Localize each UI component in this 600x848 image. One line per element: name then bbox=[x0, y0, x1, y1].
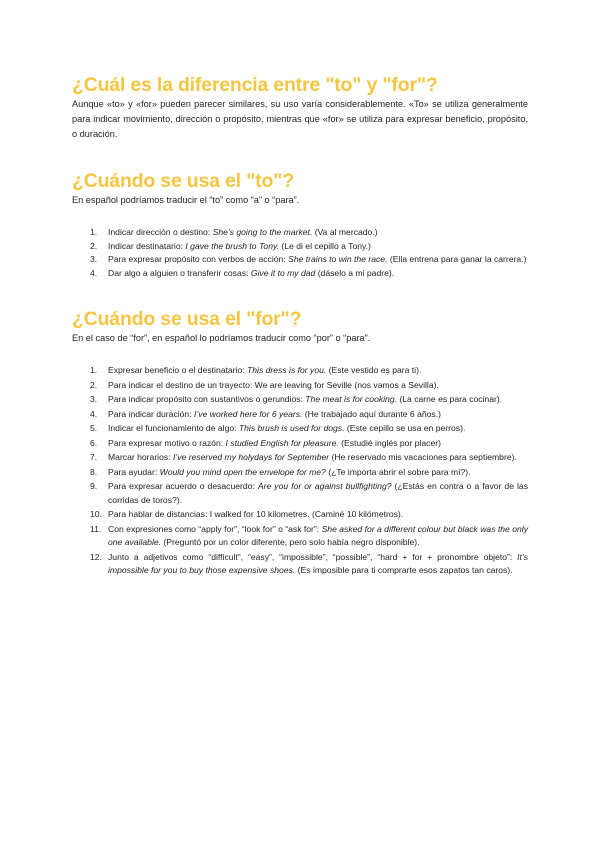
list-item: 3. Para expresar propósito con verbos de acción: She trains to win the race. (Ella entrena para ganar la carrera.) bbox=[90, 254, 527, 264]
list-item: 2. Indicar destinatario: I gave the brush to Tony. (Le di el cepillo a Tony.) bbox=[90, 240, 371, 251]
section-heading-difference: ¿Cuál es la diferencia entre "to" y "for"? bbox=[72, 74, 438, 96]
list-item: 10. Para hablar de distancias: I walked for 10 kilometres. (Caminé 10 kilómetros). bbox=[90, 509, 404, 519]
list-item: 1. Indicar dirección o destino: She’s going to the market. (Va al mercado.) bbox=[90, 227, 378, 237]
document-page bbox=[72, 72, 528, 579]
list-item: 7. Marcar horarios: I’ve reserved my holydays for September (He reservado mis vacaciones para septiembre). bbox=[90, 452, 517, 462]
section-body-difference: Aunque «to» y «for» pueden parecer similares, su uso varía considerablemente. «To» se utiliza generalmente para indicar movimiento, dirección o propósito, mientras que «for» se utiliza para expresar beneficio, propósito, o duración. bbox=[72, 99, 528, 139]
list-item: 6. Para expresar motivo o razón: I studied English for pleasure. (Estudié inglés por placer) bbox=[90, 437, 441, 448]
section-heading-for: ¿Cuándo se usa el "for"? bbox=[72, 308, 302, 330]
section-intro-for: En el caso de “for”, en español lo podríamos traducir como “por” o “para”. bbox=[72, 333, 371, 343]
list-item: 8. Para ayudar: Would you mind open the envelope for me? (¿Te importa abrir el sobre para mí?). bbox=[90, 466, 471, 477]
list-item: 4. Dar algo a alguien o transferir cosas: Give it to my dad (dáselo a mi padre). bbox=[90, 267, 395, 278]
list-item: 12. Junto a adjetivos como “difficult”, “easy”, “impossible”, “possible”, “hard + for + pronombre objeto”: It’s impossible for you to buy those expensive shoes. (Es imposible para ti comprarte esos zapatos tan caros). bbox=[90, 551, 528, 575]
section-intro-to: En español podríamos traducir el “to” como “a” o “para”. bbox=[72, 195, 300, 205]
list-for-uses bbox=[72, 364, 528, 578]
list-item: 1. Expresar beneficio o el destinatario: This dress is for you. (Este vestido es para ti). bbox=[90, 365, 422, 375]
list-item: 4. Para indicar duración: I’ve worked here for 6 years. (He trabajado aquí durante 6 años.) bbox=[90, 408, 441, 419]
list-item: 5. Indicar el funcionamiento de algo: This brush is used for dogs. (Este cepillo se usa en perros). bbox=[90, 423, 466, 433]
list-item: 11. Con expresiones como “apply for”, “look for” o “ask for”: She asked for a different colour but black was the only one available. (Preguntó por un color diferente, pero solo había negro disponible). bbox=[90, 523, 528, 547]
list-item: 2. Para indicar el destino de un trayecto: We are leaving for Seville (nos vamos a Sevilla). bbox=[90, 379, 439, 390]
section-heading-to: ¿Cuándo se usa el "to"? bbox=[72, 170, 294, 192]
list-item: 9. Para expresar acuerdo o desacuerdo: Are you for or against bullfighting? (¿Estás en contra o a favor de las corridas de toros?). bbox=[90, 481, 528, 505]
list-item: 3. Para indicar propósito con sustantivos o gerundios: The meat is for cooking. (La carne es para cocinar). bbox=[90, 394, 503, 404]
list-to-uses bbox=[72, 226, 528, 280]
